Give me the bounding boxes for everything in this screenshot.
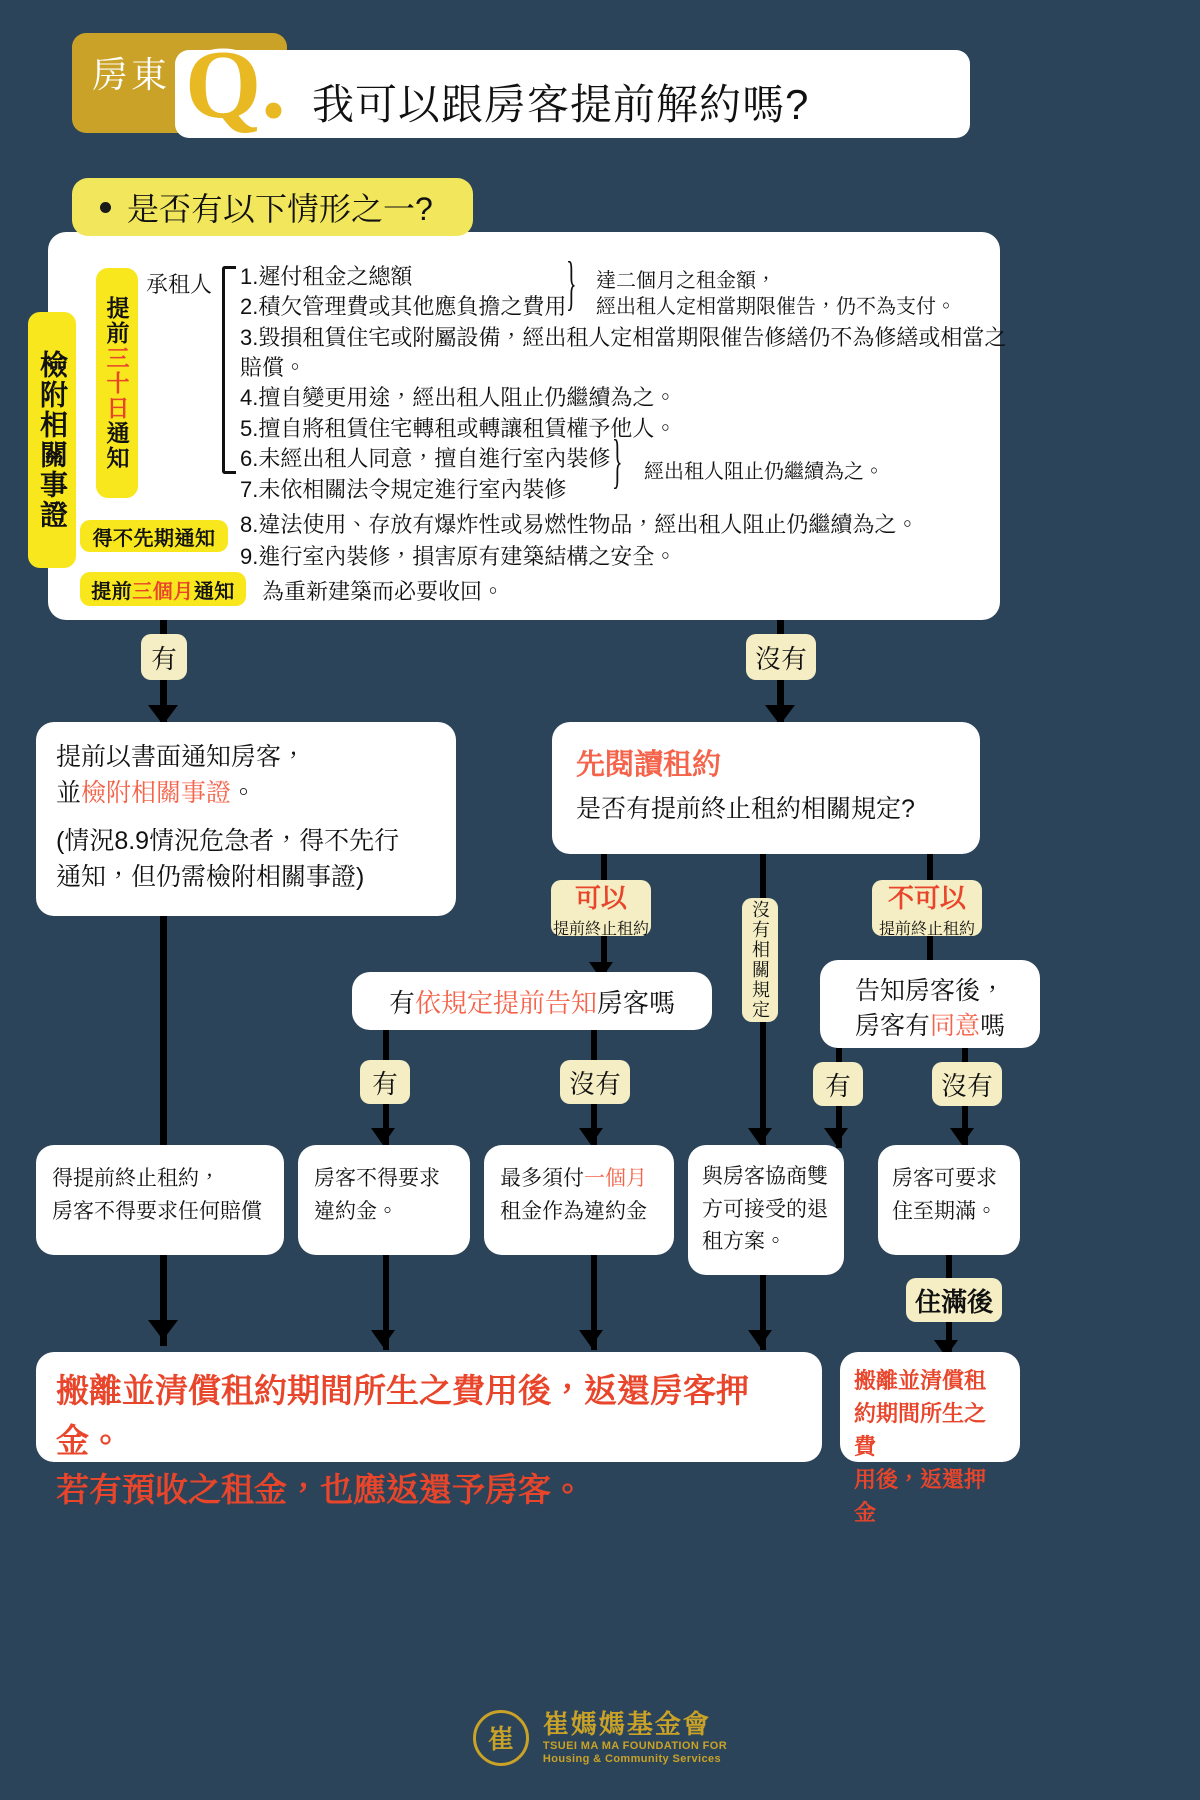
list-item: 5.擅自將租賃住宅轉租或轉讓租賃權予他人。 (240, 415, 677, 441)
subject-label: 承租人 (146, 272, 213, 297)
tag-notice-30-prefix: 提前 (103, 295, 130, 346)
notify-prefix: 有 (388, 987, 415, 1018)
question-mark-icon: Q. (185, 31, 286, 139)
outcome-line: 房客可要求 (892, 1167, 997, 1190)
badge-no-rule-label: 沒有相關規定 (750, 900, 770, 1020)
list-item-continuation: 賠償。 (240, 355, 307, 381)
card-heading: 先閱讀租約 (576, 749, 722, 781)
subtitle-pill (72, 178, 473, 236)
card-did-notify-as-required (352, 972, 712, 1030)
outcome-highlight: 一個月 (584, 1167, 647, 1190)
arrow-head-icon (748, 1128, 772, 1145)
card-line: 通知，但仍需檢附相關事證) (56, 862, 365, 891)
outcome-line: 與房客協商雙 (702, 1165, 828, 1188)
outcome-line: 得提前終止租約， (52, 1167, 220, 1190)
arrow-head-icon (579, 1128, 603, 1145)
card-line: (情況8.9情況危急者，得不先行 (56, 827, 400, 855)
outcome-line: 租方案。 (702, 1230, 786, 1254)
badge-branch-yes-label: 有 (150, 643, 177, 674)
consent-line-1: 告知房客後， (854, 977, 1005, 1005)
badge-notify-yes-label: 有 (371, 1068, 398, 1099)
final-banner-line: 搬離並清償租約期間所生之費用後，返還房客押金。 (56, 1372, 749, 1459)
arrow-head-icon (148, 1320, 178, 1340)
outcome-prefix: 最多須付 (500, 1167, 584, 1190)
badge-can-main: 可以 (574, 882, 627, 913)
badge-cannot-sub: 提前終止租約 (878, 920, 975, 938)
foundation-name-en-line2: Housing & Community Services (542, 1753, 721, 1766)
tag-notice-3m-duration: 三個月 (132, 580, 194, 603)
consent-prefix: 房客有 (854, 1012, 930, 1040)
card-tenant-consent (820, 960, 1040, 1048)
arrow-head-icon (371, 1128, 395, 1145)
card-body: 是否有提前終止租約相關規定? (576, 795, 915, 823)
brace-note-line-2: 經出租人定相當期限催告，仍不為支付。 (596, 296, 956, 318)
badge-cannot-terminate (872, 880, 982, 936)
consent-line-2 (830, 1009, 1030, 1044)
outcome-line (500, 1163, 658, 1196)
list-item-rebuild: 為重新建築而必要收回。 (262, 579, 505, 604)
foundation-name-en-line1: TSUEI MA MA FOUNDATION FOR (542, 1740, 728, 1753)
tag-notice-3m-suffix: 通知 (193, 580, 235, 603)
consent-highlight: 同意 (929, 1012, 980, 1040)
card-line-prefix: 並 (56, 778, 82, 807)
foundation-name-cn: 崔媽媽基金會 (542, 1709, 711, 1740)
outcome-card-4 (688, 1145, 844, 1275)
connector-lease-to-none (760, 854, 766, 902)
outcome-line: 房客不得要求 (314, 1167, 440, 1190)
notify-suffix: 房客嗎 (597, 987, 676, 1018)
tag-notice-3-months (80, 572, 246, 606)
brace-note-line-1: 達二個月之租金額， (596, 270, 776, 292)
badge-consent-no-label: 沒有 (940, 1070, 993, 1101)
arrow-head-icon (579, 1330, 603, 1347)
card-advance-written-notice-note (36, 818, 456, 916)
arrow-head-icon (950, 1128, 974, 1145)
card-line-suffix: 。 (231, 778, 257, 807)
outcome-card-1 (36, 1145, 284, 1255)
card-line (56, 776, 436, 812)
list-grouping-bracket (222, 266, 236, 474)
tag-notice-30-days (96, 268, 138, 498)
list-item: 2.積欠管理費或其他應負擔之費用 (240, 294, 567, 320)
footer-text (543, 1709, 727, 1766)
final-banner-right-line: 約期間所生之費 (854, 1401, 987, 1459)
card-line-highlight: 檢附相關事證 (81, 778, 232, 807)
final-banner-right (840, 1352, 1020, 1525)
foundation-logo-icon: 崔 (473, 1710, 529, 1766)
tag-notice-30-suffix: 通知 (103, 420, 130, 471)
brace-icon-items-1-2: } (566, 248, 577, 317)
list-item: 3.毀損租賃住宅或附屬設備，經出租人定相當期限催告修繕仍不為修繕或相當之 (240, 324, 1007, 350)
badge-consent-yes (813, 1062, 863, 1106)
badge-no-relevant-rule (742, 898, 778, 1022)
badge-notify-yes (360, 1060, 410, 1104)
page-title: 我可以跟房客提前解約嗎? (312, 81, 810, 128)
final-banner-line: 若有預收之租金，也應返還予房客。 (56, 1471, 584, 1508)
badge-branch-no (746, 634, 816, 680)
tag-no-prior-notice: 得不先期通知 (80, 520, 228, 552)
list-item-8: 8.違法使用、存放有爆炸性或易燃性物品，經出租人阻止仍繼續為之。 (240, 512, 919, 537)
badge-notify-no-label: 沒有 (568, 1068, 621, 1099)
connector-left-card-to-banner (160, 916, 167, 1346)
outcome-line: 房客不得要求任何賠償 (52, 1199, 262, 1223)
footer (0, 1709, 1200, 1766)
outcome-line: 租金作為違約金 (500, 1199, 647, 1223)
list-item-9: 9.進行室內裝修，損害原有建築結構之安全。 (240, 544, 677, 569)
outcome-card-2 (298, 1145, 470, 1255)
badge-cannot-main: 不可以 (887, 882, 966, 913)
header (0, 0, 1200, 160)
brace-icon-items-6-7: } (612, 426, 623, 495)
notify-highlight: 依規定提前告知 (414, 987, 597, 1018)
bullet-icon (100, 202, 111, 213)
badge-consent-yes-label: 有 (824, 1070, 851, 1101)
outcome-card-3 (484, 1145, 674, 1255)
badge-notify-no (560, 1060, 630, 1104)
outcome-line: 方可接受的退 (702, 1197, 828, 1221)
list-item: 4.擅自變更用途，經出租人阻止仍繼續為之。 (240, 385, 677, 411)
consent-suffix: 嗎 (980, 1012, 1006, 1040)
badge-after-stay (906, 1278, 1002, 1322)
final-banner-right-line: 搬離並清償租 (854, 1368, 987, 1393)
final-banner-main (36, 1352, 822, 1508)
arrow-head-icon (371, 1330, 395, 1347)
tag-notice-30-duration: 三十日 (103, 345, 130, 421)
list-item: 7.未依相關法令規定進行室內裝修 (240, 476, 567, 502)
brace-note-items-6-7: 經出租人阻止仍繼續為之。 (644, 461, 884, 483)
list-item: 6.未經出租人同意，擅自進行室內裝修 (240, 446, 611, 472)
tag-notice-3m-prefix: 提前 (91, 580, 133, 603)
card-line: 提前以書面通知房客， (56, 743, 307, 771)
role-tag-label: 房東 (92, 54, 171, 95)
list-item: 1.遲付租金之總額 (240, 264, 413, 289)
card-read-lease-first (552, 722, 980, 854)
arrow-head-icon (748, 1330, 772, 1347)
badge-after-stay-label: 住滿後 (914, 1286, 993, 1317)
outcome-line: 違約金。 (314, 1199, 398, 1223)
subtitle-text: 是否有以下情形之一? (127, 191, 433, 227)
outcome-line: 住至期滿。 (892, 1199, 997, 1223)
badge-consent-no (932, 1062, 1002, 1106)
badge-can-sub: 提前終止租約 (552, 920, 649, 938)
tag-attach-evidence: 檢附相關事證 (28, 312, 76, 568)
badge-branch-yes (141, 634, 187, 680)
final-banner-right-line: 用後，返還押金 (854, 1467, 987, 1525)
badge-branch-no-label: 沒有 (754, 643, 807, 674)
outcome-card-5 (878, 1145, 1020, 1255)
arrow-head-icon (824, 1128, 848, 1145)
badge-can-terminate (551, 880, 651, 936)
